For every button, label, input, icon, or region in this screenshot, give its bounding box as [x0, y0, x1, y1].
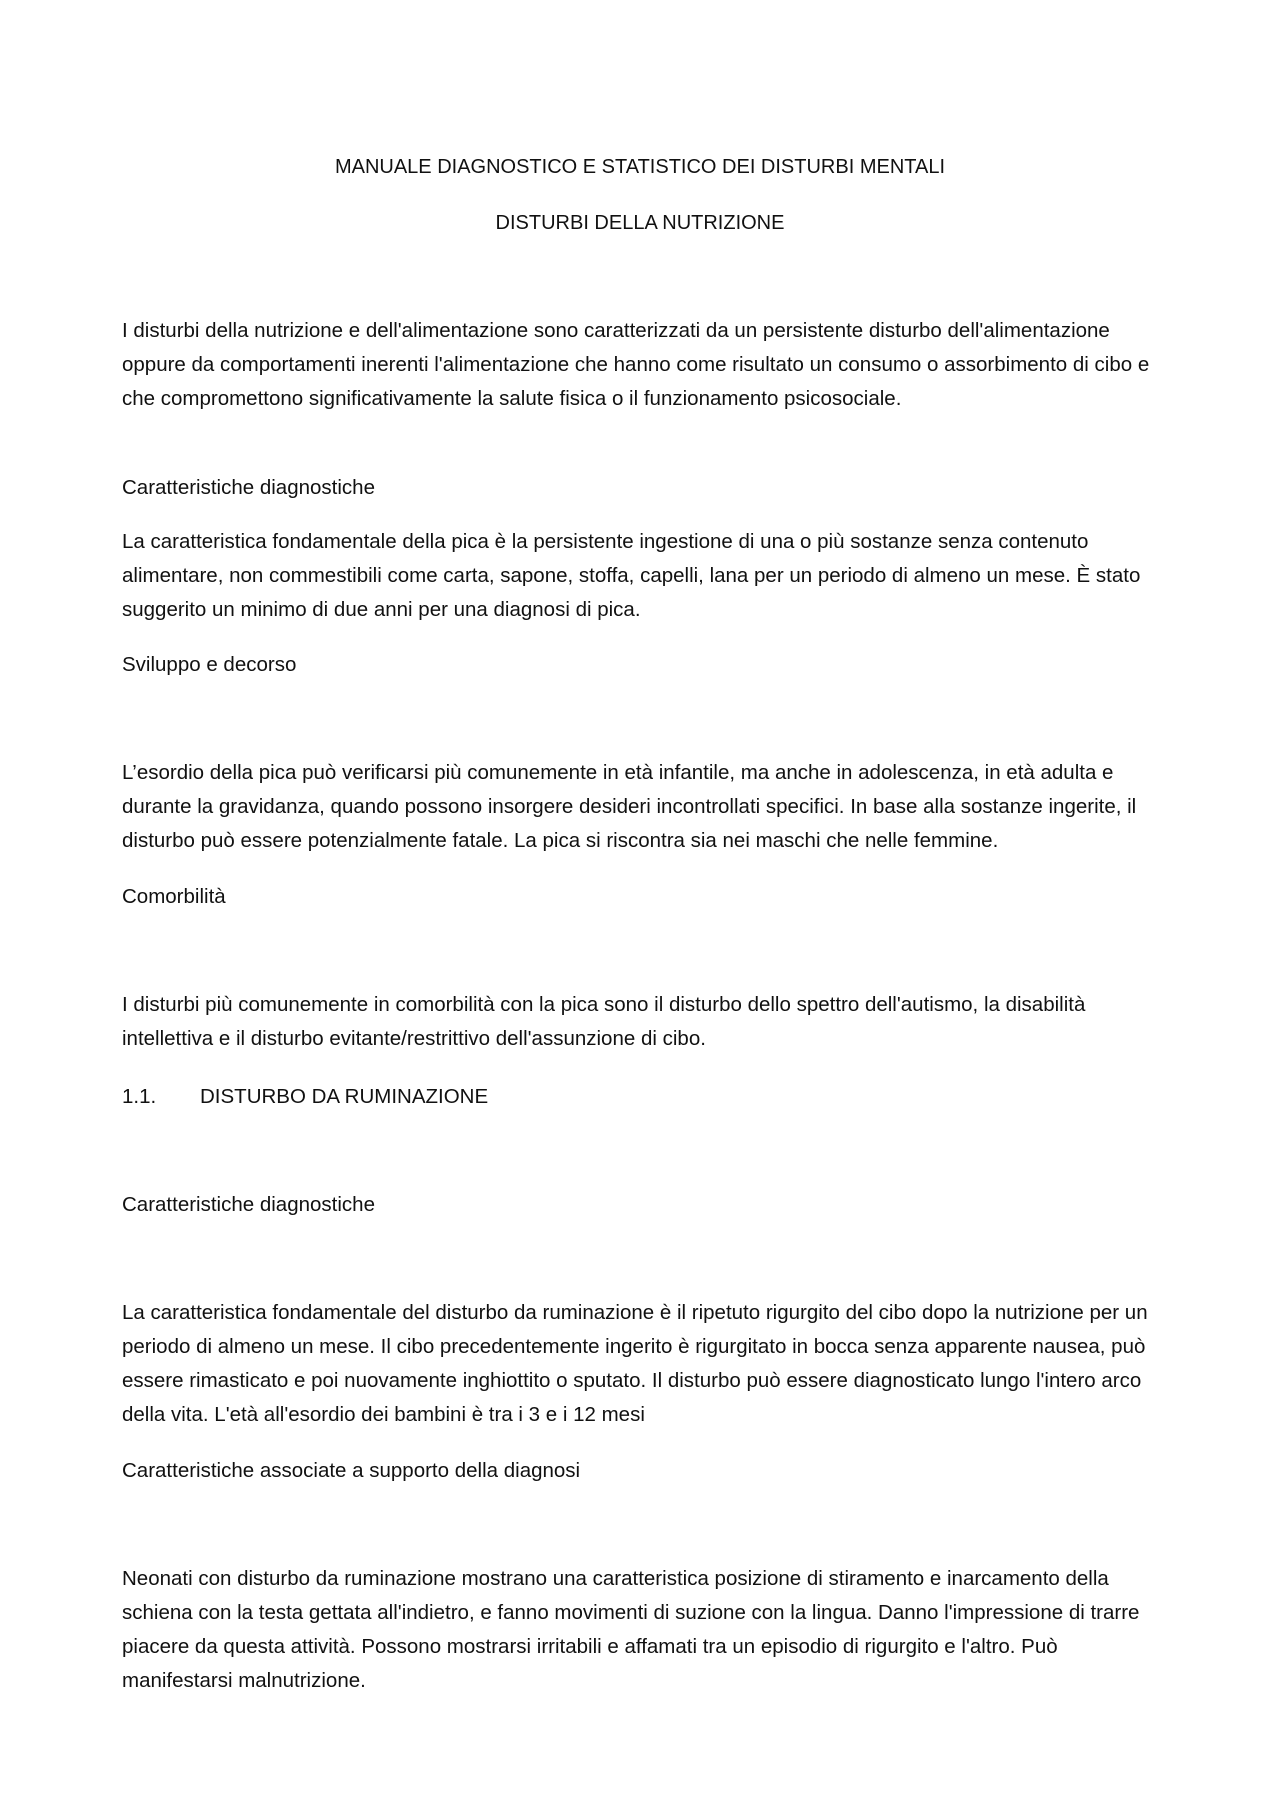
rumination-diagnostic-heading: Caratteristiche diagnostiche — [122, 1193, 375, 1216]
pica-development-paragraph: L’esordio della pica può verificarsi più comunemente in età infantile, ma anche in adolescenza, in età adulta e durante la gravidanza, quando possono insorgere desideri incontrollati specifici. In base alla sostanze ingerite, il disturbo può essere potenzialmente fatale. La pica si riscontra sia nei maschi che nelle femmine. — [122, 761, 1137, 852]
pica-development-heading: Sviluppo e decorso — [122, 653, 297, 676]
pica-diagnostic-paragraph: La caratteristica fondamentale della pica è la persistente ingestione di una o più sostanze senza contenuto alimentare, non commestibili come carta, sapone, stoffa, capelli, lana per un periodo di almeno un mese. È stato suggerito un minimo di due anni per una diagnosi di pica. — [122, 530, 1141, 621]
rumination-diagnostic-paragraph: La caratteristica fondamentale del disturbo da ruminazione è il ripetuto rigurgito del cibo dopo la nutrizione per un periodo di almeno un mese. Il cibo precedentemente ingerito è rigurgitato in bocca senza apparente nausea, può essere rimasticato e poi nuovamente inghiottito o sputato. Il disturbo può essere diagnosticato lungo l'intero arco della vita. L'età all'esordio dei bambini è tra i 3 e i 12 mesi — [122, 1301, 1148, 1426]
section-title: DISTURBO DA RUMINAZIONE — [200, 1085, 489, 1108]
document-subtitle: DISTURBI DELLA NUTRIZIONE — [495, 212, 785, 234]
pica-diagnostic-heading: Caratteristiche diagnostiche — [122, 476, 375, 499]
intro-paragraph: I disturbi della nutrizione e dell'alimentazione sono caratterizzati da un persistente disturbo dell'alimentazione oppure da comportamenti inerenti l'alimentazione che hanno come risultato un consumo o assorbimento di cibo e che compromettono significativamente la salute fisica o il funzionamento psicosociale. — [122, 319, 1150, 410]
rumination-section-heading — [122, 1080, 488, 1114]
section-number: 1.1. — [122, 1085, 157, 1108]
document-title: MANUALE DIAGNOSTICO E STATISTICO DEI DISTURBI MENTALI — [334, 156, 946, 178]
rumination-associated-heading: Caratteristiche associate a supporto della diagnosi — [122, 1459, 581, 1482]
rumination-associated-paragraph: Neonati con disturbo da ruminazione mostrano una caratteristica posizione di stiramento e inarcamento della schiena con la testa gettata all'indietro, e fanno movimenti di suzione con la lingua. Danno l'impressione di trarre piacere da questa attività. Possono mostrarsi irritabili e affamati tra un episodio di rigurgito e l'altro. Può manifestarsi malnutrizione. — [122, 1567, 1140, 1692]
pica-comorbidity-paragraph: I disturbi più comunemente in comorbilità con la pica sono il disturbo dello spettro dell'autismo, la disabilità intellettiva e il disturbo evitante/restrittivo dell'assunzione di cibo. — [122, 993, 1086, 1050]
pica-comorbidity-heading: Comorbilità — [122, 885, 226, 908]
